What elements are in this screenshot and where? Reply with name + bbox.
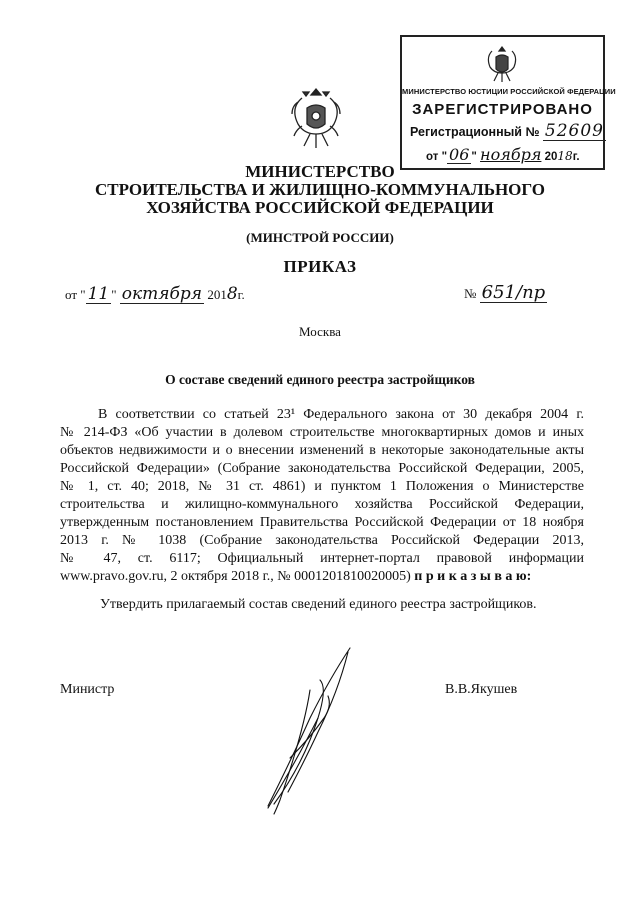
paragraph-line: утвержденным постановлением Правительства Российской Федерации от 18 ноября bbox=[60, 515, 584, 530]
coat-of-arms-stamp-icon bbox=[484, 43, 520, 85]
paragraph-line: № 47, ст. 6117; Официальный интернет-портал правовой информации bbox=[60, 551, 584, 566]
handwritten-signature-icon bbox=[250, 640, 380, 820]
stamp-date-year-prefix: 20 bbox=[544, 151, 558, 163]
paragraph-line: № 1, ст. 40; 2018, № 31 ст. 4861) и пунктом 1 Положения о Министерстве bbox=[60, 479, 584, 494]
order-date-year-prefix: 201 bbox=[207, 287, 227, 302]
document-subject: О составе сведений единого реестра застройщиков bbox=[165, 372, 475, 387]
order-number-label: № bbox=[464, 286, 477, 301]
ministry-title-line-2: СТРОИТЕЛЬСТВА И ЖИЛИЩНО-КОММУНАЛЬНОГО bbox=[94, 180, 546, 199]
document-type-title: ПРИКАЗ bbox=[283, 257, 357, 276]
order-number-value: 651/пр bbox=[481, 282, 546, 303]
city: Москва bbox=[299, 324, 341, 339]
stamp-date-prefix: от " bbox=[426, 151, 448, 163]
paragraph-line: 2013 г. № 1038 (Собрание законодательства Российской Федерации 2013, bbox=[60, 533, 584, 548]
paragraph-line: В соответствии со статьей 23¹ Федерального закона от 30 декабря 2004 г. bbox=[98, 407, 584, 422]
paragraph-line: объектов недвижимости и о внесении изменений в некоторые законодательные акты bbox=[60, 443, 584, 458]
stamp-date-end: г. bbox=[572, 151, 580, 163]
ministry-title-line-1: МИНИСТЕРСТВО bbox=[245, 162, 395, 181]
order-date-prefix: от " bbox=[65, 287, 86, 302]
stamp-registered-label: ЗАРЕГИСТРИРОВАНО bbox=[412, 101, 593, 118]
signatory-name: В.В.Якушев bbox=[445, 682, 518, 697]
stamp-regno-value: 52609 bbox=[544, 121, 604, 141]
stamp-date-month: ноября bbox=[480, 145, 542, 164]
order-date-mid: " bbox=[111, 287, 117, 302]
order-number bbox=[464, 284, 547, 303]
decree-word: п р и к а з ы в а ю: bbox=[414, 569, 532, 584]
stamp-regno-label: Регистрационный № bbox=[410, 125, 540, 139]
paragraph-line-last bbox=[60, 569, 584, 585]
order-date-day: 11 bbox=[87, 284, 110, 304]
decree-text: Утвердить прилагаемый состав сведений единого реестра застройщиков. bbox=[100, 597, 537, 612]
order-date bbox=[65, 284, 245, 304]
signatory-title: Министр bbox=[60, 682, 115, 697]
stamp-regno-row bbox=[410, 121, 604, 141]
stamp-date-mid: " bbox=[471, 151, 477, 163]
paragraph-line: № 214-ФЗ «Об участии в долевом строительстве многоквартирных домов и иных bbox=[60, 425, 584, 440]
stamp-date-year-suffix: 18 bbox=[557, 149, 573, 163]
ministry-title-line-3: ХОЗЯЙСТВА РОССИЙСКОЙ ФЕДЕРАЦИИ bbox=[146, 198, 494, 217]
stamp-ministry-label: МИНИСТЕРСТВО ЮСТИЦИИ РОССИЙСКОЙ ФЕДЕРАЦИИ bbox=[402, 87, 616, 96]
paragraph-line: строительства и жилищно-коммунального хозяйства Российской Федерации, bbox=[60, 497, 584, 512]
coat-of-arms-icon bbox=[288, 86, 344, 152]
stamp-date-day: 06 bbox=[449, 145, 470, 164]
paragraph-line-text: www.pravo.gov.ru, 2 октября 2018 г., № 0001201810020005) bbox=[60, 569, 411, 584]
ministry-short-name: (МИНСТРОЙ РОССИИ) bbox=[246, 230, 394, 245]
registration-stamp bbox=[400, 35, 616, 170]
order-date-month: октября bbox=[121, 284, 203, 304]
paragraph-line: Российской Федерации» (Собрание законодательства Российской Федерации, 2005, bbox=[60, 461, 584, 476]
order-date-year-suffix: 8 bbox=[226, 284, 238, 304]
order-date-end: г. bbox=[237, 287, 245, 302]
